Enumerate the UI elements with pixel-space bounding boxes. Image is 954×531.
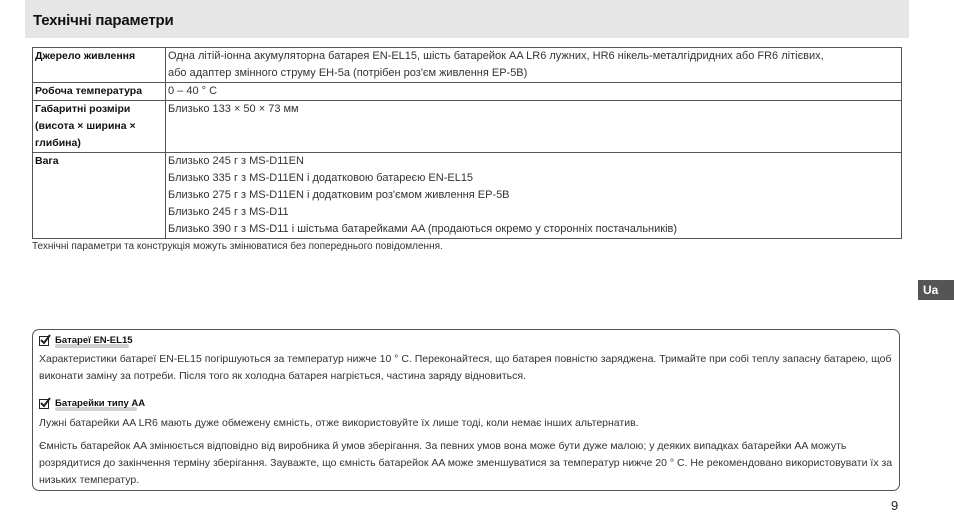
value-line: Одна літій-іонна акумуляторна батарея EN-EL15, шість батарейок AA LR6 лужних, HR6 нікель-металгідридних або FR6 літієвих, xyxy=(168,50,824,62)
value-line: Близько 245 г з MS-D11EN xyxy=(168,155,304,167)
spec-label-weight: Вага xyxy=(33,153,166,239)
spec-value-dimensions xyxy=(166,101,902,153)
spec-label-dimensions xyxy=(33,101,166,153)
table-row xyxy=(33,83,902,101)
spec-table xyxy=(32,47,902,239)
spec-value-temperature xyxy=(166,83,902,101)
label-line: Габаритні розміри xyxy=(35,103,131,115)
value-line: Близько 245 г з MS-D11 xyxy=(168,206,289,218)
disclaimer-text: Технічні параметри та конструкція можуть змінюватися без попереднього повідомлення. xyxy=(32,241,443,252)
note-heading-label: Батареї EN-EL15 xyxy=(55,335,133,346)
value-line: Близько 275 г з MS-D11EN і додатковим роз'ємом живлення EP-5B xyxy=(168,189,510,201)
checkmark-box-icon xyxy=(39,336,49,346)
note-text-aa-2: Ємність батарейок AA змінюється відповідно від виробника й умов зберігання. За певних умов вона може бути дуже малою; у деяких випадках батарейки AA можуть розрядитися до закінчення терміну зберігання. Зауважте, що ємність батарейок AA може зменшуватися за температур нижче 20 ° C. Не рекомендовано використовувати їх за низьких температур. xyxy=(39,440,893,486)
value-line: Близько 133 × 50 × 73 мм xyxy=(168,103,299,115)
table-row xyxy=(33,101,902,153)
value-line: Близько 335 г з MS-D11EN і додатковою батареєю EN-EL15 xyxy=(168,172,474,184)
table-row xyxy=(33,48,902,83)
note-box xyxy=(32,329,900,491)
page-number: 9 xyxy=(891,498,899,513)
label-line: (висота × ширина × xyxy=(35,120,136,132)
value-line: 0 – 40 ° C xyxy=(168,85,218,97)
label-line: глибина) xyxy=(35,137,81,149)
table-row xyxy=(33,153,902,239)
page-title: Технічні параметри xyxy=(33,12,174,29)
value-line: або адаптер змінного струму EH-5a (потрібен роз'єм живлення EP-5B) xyxy=(168,67,528,79)
checkmark-box-icon xyxy=(39,399,49,409)
note-heading-battery xyxy=(39,335,133,346)
note-heading-label: Батарейки типу AA xyxy=(55,398,146,409)
note-heading-aa xyxy=(39,398,145,409)
spec-value-power xyxy=(166,48,902,83)
note-text-aa-1: Лужні батарейки AA LR6 мають дуже обмежену ємність, отже використовуйте їх лише тоді, коли немає інших альтернатив. xyxy=(39,417,639,429)
spec-value-weight xyxy=(166,153,902,239)
language-tab: Ua xyxy=(918,280,954,300)
spec-label-temperature: Робоча температура xyxy=(33,83,166,101)
value-line: Близько 390 г з MS-D11 і шістьма батарейками AA (продаються окремо у сторонніх постачальників) xyxy=(168,223,678,235)
spec-label-power: Джерело живлення xyxy=(33,48,166,83)
note-text-battery: Характеристики батареї EN-EL15 погіршуються за температур нижче 10 ° C. Переконайтеся, що батарея повністю заряджена. Тримайте при собі теплу запасну батарею, щоб виконати заміну за потреби. Після того як холодна батарея нагріється, частина заряду відновиться. xyxy=(39,353,892,382)
